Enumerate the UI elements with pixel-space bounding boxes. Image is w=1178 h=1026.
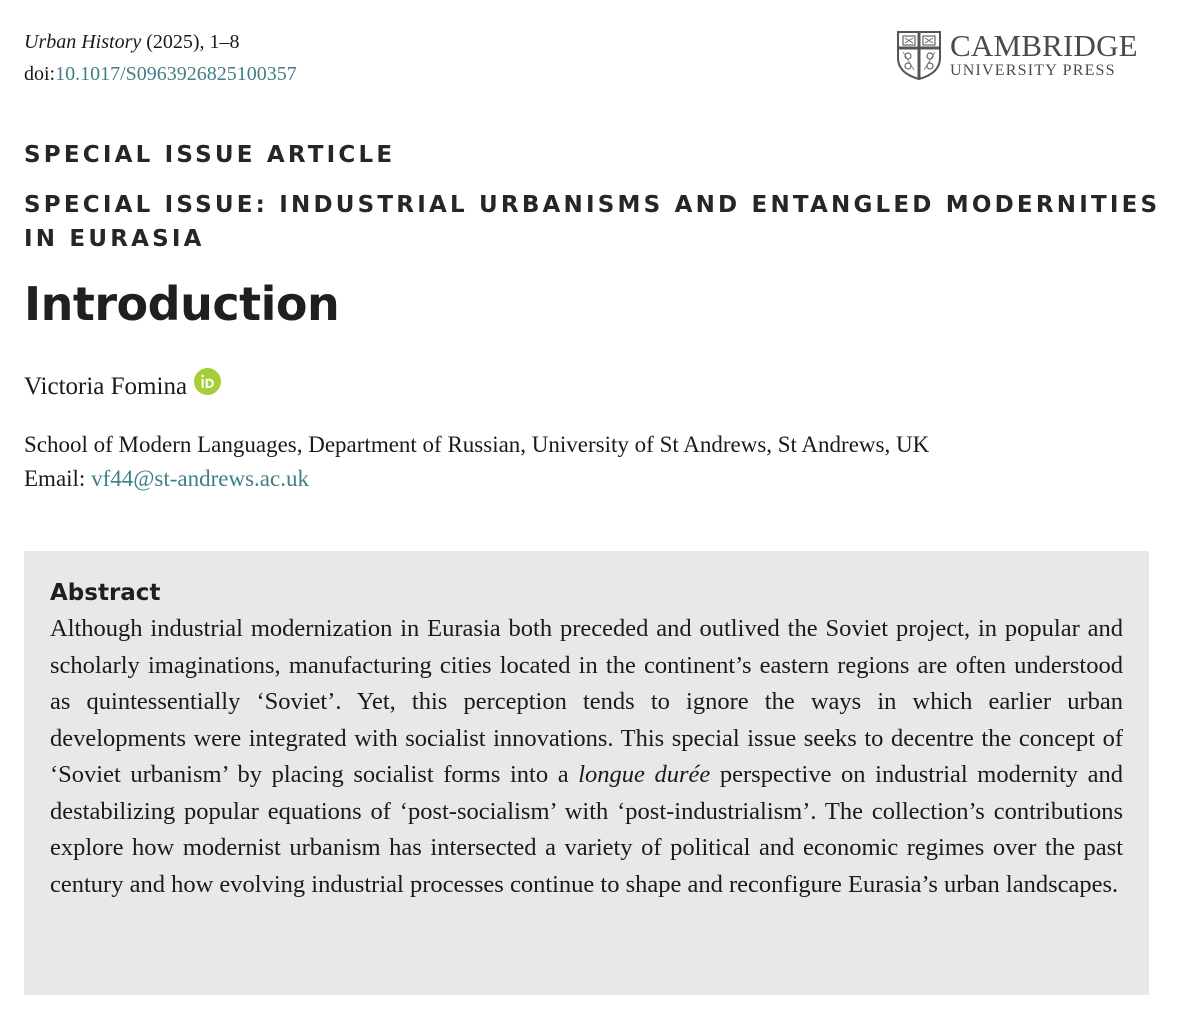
cambridge-crest-icon: [896, 30, 942, 80]
orcid-icon[interactable]: [194, 368, 221, 395]
author-affiliation-block: [24, 428, 929, 496]
publisher-logo: [896, 30, 1152, 82]
journal-year-pages: (2025), 1–8: [146, 31, 240, 53]
journal-name: Urban History: [24, 31, 142, 53]
email-link[interactable]: vf44@st-andrews.ac.uk: [91, 466, 309, 491]
abstract-text: [50, 611, 1123, 903]
abstract-box: [24, 551, 1149, 995]
author-name[interactable]: Victoria Fomina: [24, 373, 188, 400]
email-line: [24, 462, 929, 496]
author-line: [24, 370, 221, 404]
abstract-italic-phrase: longue durée: [578, 761, 711, 788]
doi-label: doi:: [24, 63, 56, 85]
journal-line: [24, 26, 297, 58]
doi-line: [24, 58, 297, 90]
abstract-heading: Abstract: [50, 580, 161, 606]
doi-link[interactable]: 10.1017/S0963926825100357: [55, 63, 297, 85]
publisher-name: CAMBRIDGE: [950, 28, 1138, 63]
special-issue-label: SPECIAL ISSUE: INDUSTRIAL URBANISMS AND ENTANGLED MODERNITIES IN EURASIA: [24, 192, 1161, 252]
article-type-label: SPECIAL ISSUE ARTICLE: [24, 142, 396, 168]
abstract-text-part-1: Although industrial modernization in Eurasia both preceded and outlived the Soviet project, in popular and scholarly imaginations, manufacturing cities located in the continent’s eastern regions are often understood as quintessentially ‘Soviet’. Yet, this perception tends to ignore the ways in which earlier urban developments were integrated with socialist innovations. This special issue seeks to decentre the concept of ‘Soviet urbanism’ by placing socialist forms into a: [50, 615, 1123, 788]
affiliation: School of Modern Languages, Department of Russian, University of St Andrews, St Andrews, UK: [24, 432, 930, 457]
email-label: Email:: [24, 466, 86, 491]
article-title: Introduction: [24, 277, 340, 331]
abstract-text-part-2: perspective on industrial modernity and destabilizing popular equations of ‘post-socialism’ with ‘post-industrialism’. The collection’s contributions explore how modernist urbanism has intersected a variety of political and economic regimes over the past century and how evolving industrial processes continue to shape and reconfigure Eurasia’s urban landscapes.: [50, 761, 1123, 898]
publisher-subtitle: UNIVERSITY PRESS: [950, 62, 1116, 79]
publisher-text: [950, 30, 1138, 79]
journal-citation: [24, 26, 297, 90]
